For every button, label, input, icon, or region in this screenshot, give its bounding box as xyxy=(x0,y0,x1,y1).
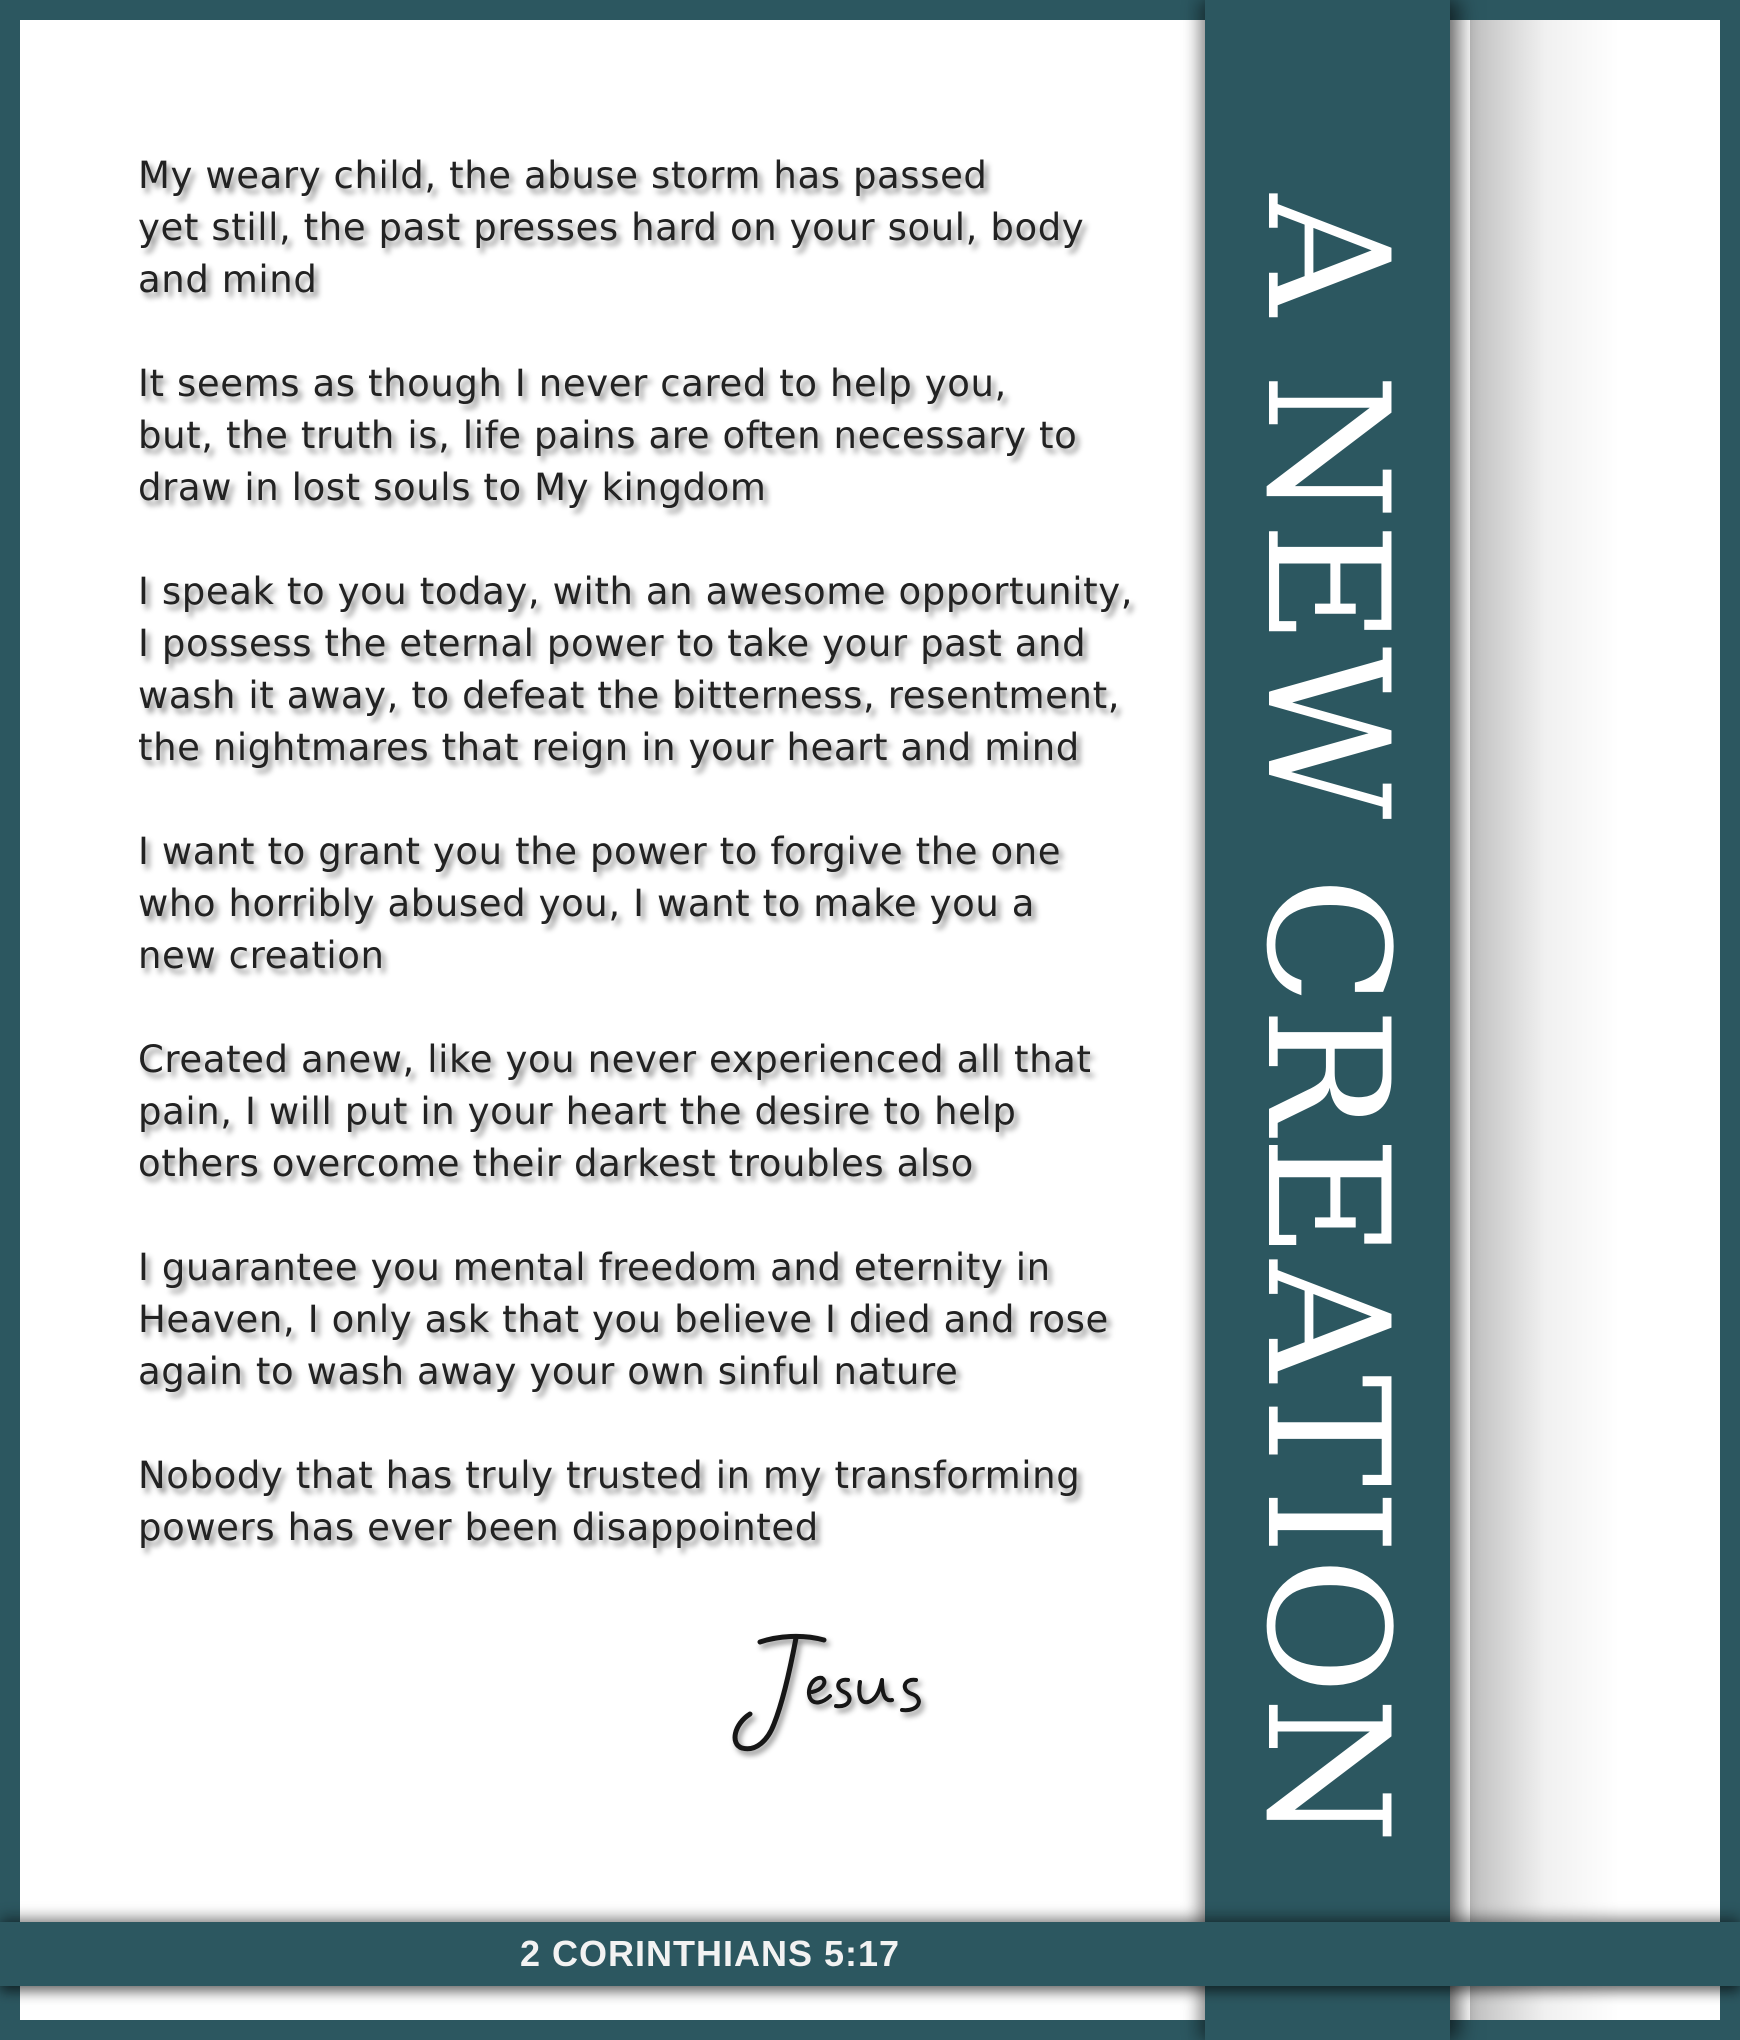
stanza xyxy=(138,826,1118,982)
poem-line: draw in lost souls to My kingdom xyxy=(138,466,767,509)
stanza xyxy=(138,1034,1118,1190)
poem-line: powers has ever been disappointed xyxy=(138,1506,819,1549)
stanza xyxy=(138,358,1118,514)
poem-page xyxy=(20,20,1720,2020)
side-title: A NEW CREATION xyxy=(1229,194,1425,1846)
poem-line: and mind xyxy=(138,258,318,301)
poem-line: again to wash away your own sinful nature xyxy=(138,1350,959,1393)
stanza xyxy=(138,150,1118,306)
poem-line: My weary child, the abuse storm has passed xyxy=(138,154,988,197)
stanza xyxy=(138,1450,1118,1554)
page-shadow xyxy=(1470,20,1720,2020)
poem-line: wash it away, to defeat the bitterness, resentment, xyxy=(138,674,1121,717)
stanza xyxy=(138,566,1134,774)
poem-line: the nightmares that reign in your heart and mind xyxy=(138,726,1080,769)
poem-line: pain, I will put in your heart the desire to help xyxy=(138,1090,1017,1133)
poem-line: new creation xyxy=(138,934,385,977)
verse-reference: 2 CORINTHIANS 5:17 xyxy=(519,1933,901,1974)
poem-line: yet still, the past presses hard on your soul, body xyxy=(138,206,1085,249)
poem-line: who horribly abused you, I want to make you a xyxy=(138,882,1036,925)
poem-line: others overcome their darkest troubles also xyxy=(138,1142,974,1185)
jesus-signature xyxy=(720,1620,950,1760)
poem-line: I want to grant you the power to forgive the one xyxy=(138,830,1062,873)
poem-line: but, the truth is, life pains are often necessary to xyxy=(138,414,1078,457)
title-band xyxy=(1205,0,1450,2040)
poem-line: I guarantee you mental freedom and eternity in xyxy=(138,1246,1051,1289)
poem-line: It seems as though I never cared to help you, xyxy=(138,362,1007,405)
footer-bar xyxy=(0,1922,1740,1986)
poem-line: Created anew, like you never experienced all that xyxy=(138,1038,1092,1081)
poem-line: Nobody that has truly trusted in my transforming xyxy=(138,1454,1081,1497)
stanza xyxy=(138,1242,1118,1398)
poem-line: I speak to you today, with an awesome opportunity, xyxy=(138,570,1134,613)
poem-line: I possess the eternal power to take your past and xyxy=(138,622,1087,665)
poem-line: Heaven, I only ask that you believe I died and rose xyxy=(138,1298,1109,1341)
poem-body xyxy=(138,150,1134,1606)
